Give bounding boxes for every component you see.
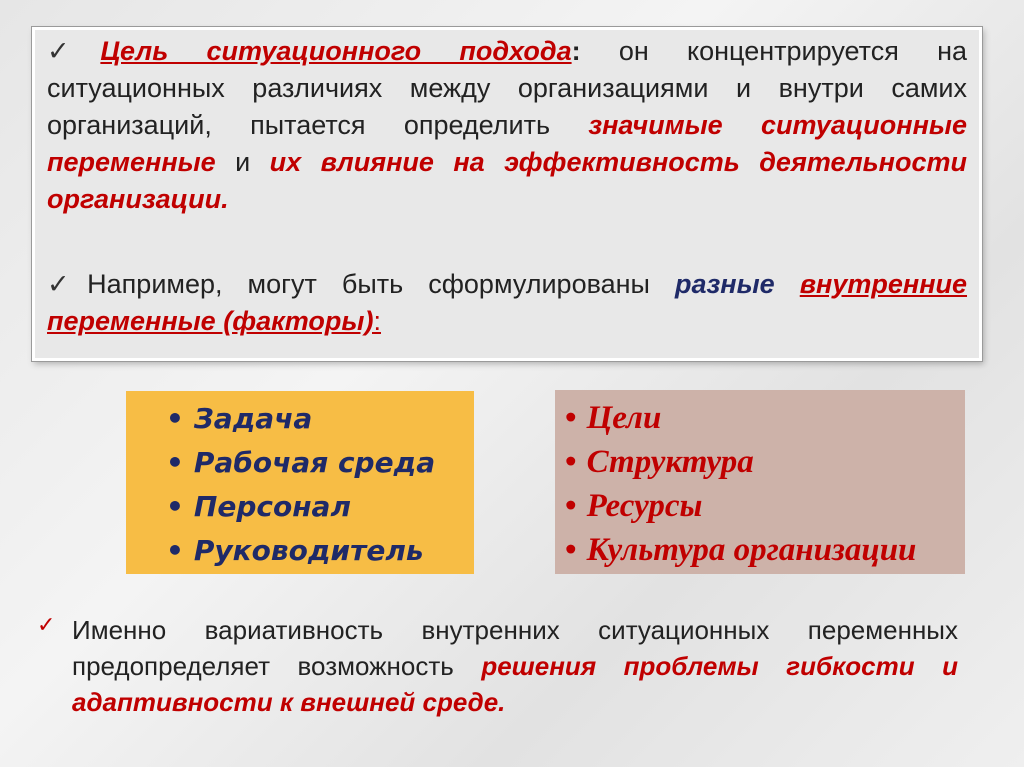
list-item-label: Культура организации	[586, 532, 917, 568]
colon: :	[571, 36, 581, 66]
paragraph-conclusion	[72, 612, 958, 720]
space	[775, 269, 800, 299]
list-item-label: Цели	[586, 400, 662, 436]
factors-list-right	[565, 396, 916, 572]
internal-factors-box-right	[555, 390, 965, 574]
list-item	[565, 484, 916, 528]
bullet-icon: •	[166, 490, 184, 523]
list-item-label: Структура	[586, 444, 754, 480]
internal-factors-box-left	[126, 391, 474, 574]
emphasis-flexibility: решения проблемы гибкости и адаптивности к внешней среде.	[72, 651, 958, 717]
list-item	[565, 396, 916, 440]
list-item-label: Ресурсы	[586, 488, 703, 524]
emphasis-significant-variables: значимые ситуационные переменные	[47, 110, 967, 177]
paragraph-text: Именно вариативность внутренних ситуационных переменных предопределяет возможность	[72, 615, 958, 681]
bullet-icon: •	[565, 444, 577, 480]
emphasis-internal-variables: внутренние переменные (факторы)	[47, 269, 968, 336]
top-text-box	[32, 27, 982, 361]
bullet-icon: •	[565, 400, 577, 436]
list-item-label: Рабочая среда	[193, 446, 436, 479]
emphasis-different: разные	[675, 269, 775, 299]
paragraph-text: Например, могут быть сформулированы	[87, 269, 676, 299]
emphasis-influence: их влияние на эффективность деятельности организации.	[47, 147, 967, 214]
checkmark-icon: ✓	[47, 269, 88, 299]
bullet-icon: •	[166, 534, 184, 567]
list-item	[166, 397, 435, 441]
paragraph-situational-approach	[47, 33, 967, 218]
factors-list-left	[166, 397, 435, 573]
term-situational-approach: Цель ситуационного подхода	[100, 36, 572, 66]
list-item-label: Задача	[193, 402, 313, 435]
list-item	[565, 528, 916, 572]
bullet-icon: •	[565, 532, 577, 568]
bullet-icon: •	[166, 402, 184, 435]
checkmark-icon: ✓	[47, 36, 101, 66]
list-item	[565, 440, 916, 484]
list-item-label: Персонал	[193, 490, 351, 523]
bullet-icon: •	[565, 488, 577, 524]
colon: :	[373, 306, 381, 336]
checkmark-icon: ✓	[37, 612, 56, 637]
paragraph-example	[47, 266, 967, 340]
paragraph-text: он концентрируется на ситуационных различиях между организациями и внутри самих организаций, пытается определить	[47, 36, 967, 140]
list-item	[166, 529, 435, 573]
paragraph-text: и	[215, 147, 270, 177]
list-item-label: Руководитель	[193, 534, 424, 567]
bullet-icon: •	[166, 446, 184, 479]
list-item	[166, 441, 435, 485]
list-item	[166, 485, 435, 529]
